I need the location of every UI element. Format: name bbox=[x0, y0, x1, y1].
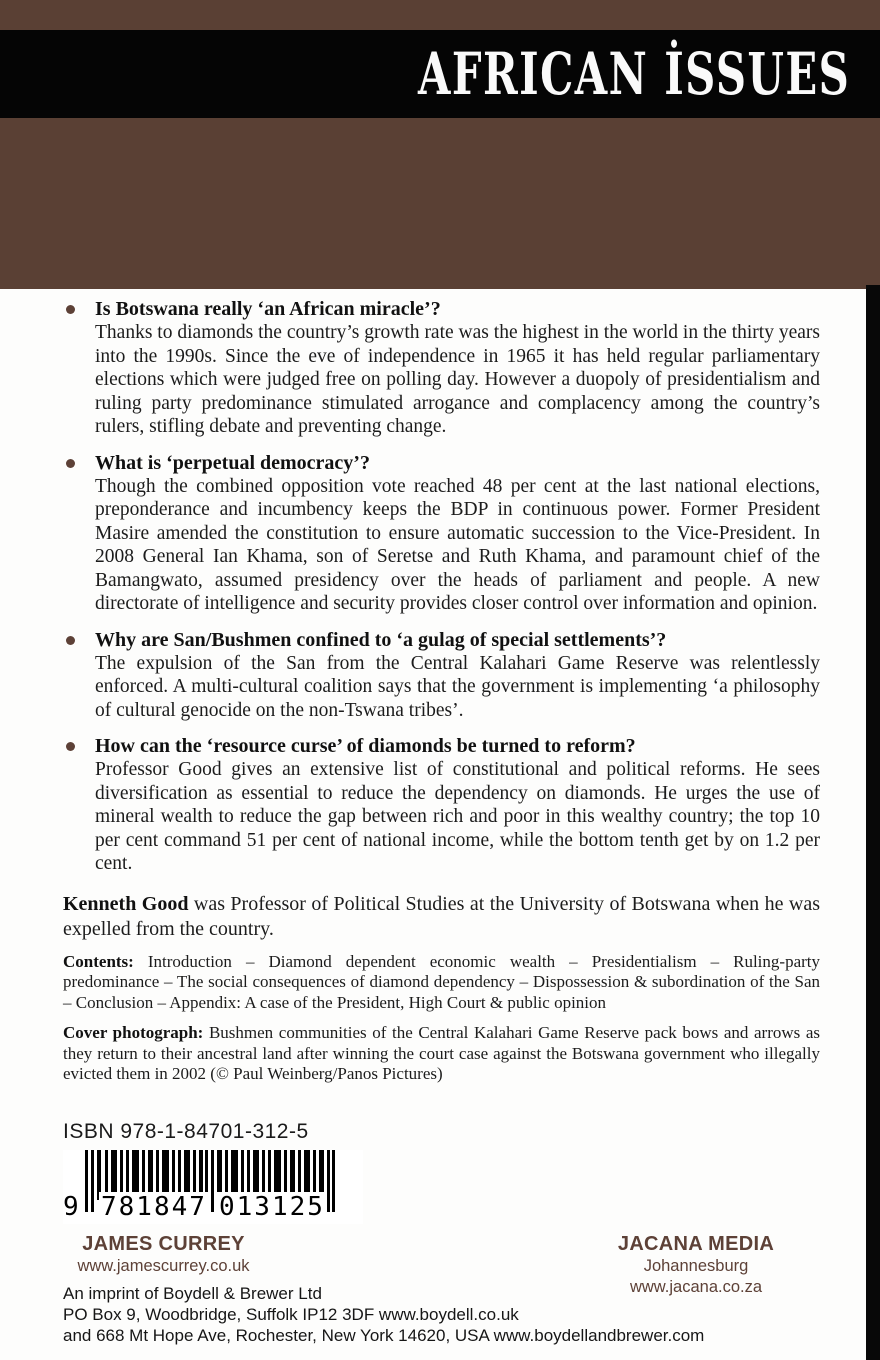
contents-label: Contents: bbox=[63, 951, 134, 971]
author-note-text: was Professor of Political Studies at the University of Botswana when he was expelled from the country. bbox=[63, 892, 820, 940]
bullet-icon bbox=[66, 305, 75, 314]
imprint-line: and 668 Mt Hope Ave, Rochester, New York 14620, USA www.boydellandbrewer.com bbox=[63, 1326, 705, 1345]
bullet-heading: Why are San/Bushmen confined to ‘a gulag of special settlements’? bbox=[95, 628, 667, 651]
cover-photo-label: Cover photograph: bbox=[63, 1023, 204, 1042]
bullet-heading: How can the ‘resource curse’ of diamonds be turned to reform? bbox=[95, 735, 636, 757]
contents-text: Introduction – Diamond dependent economic wealth – Presidentialism – Ruling-party predominance – The social consequences of diamond dependency – Dispossession & subordination of the San – Conclusion – Appendix: A case of the President, High Court & public opinion bbox=[63, 951, 820, 1012]
bullet-item-resource-curse bbox=[63, 734, 820, 876]
blurb-content bbox=[63, 297, 820, 1085]
publisher-name: JAMES CURREY bbox=[82, 1233, 245, 1255]
bullet-item-democracy bbox=[63, 451, 820, 616]
series-logo: AFRICAN İSSUES bbox=[417, 40, 850, 108]
bullet-icon bbox=[66, 459, 75, 468]
bullet-body: Thanks to diamonds the country’s growth rate was the highest in the world in the thirty years into the 1990s. Since the eve of independence in 1965 it has held regular parliamentary elections which were judged free on polling day. However a duopoly of presidentialism and ruling party predominance stimulated arrogance and complacency among the country’s rulers, stifling debate and preventing change. bbox=[95, 322, 820, 437]
top-brown-band bbox=[0, 0, 880, 30]
series-logo-bar bbox=[0, 30, 880, 118]
imprint-line: An imprint of Boydell & Brewer Ltd bbox=[63, 1284, 322, 1303]
publisher-url: www.jacana.co.za bbox=[629, 1278, 763, 1296]
bullet-body: The expulsion of the San from the Central Kalahari Game Reserve was relentlessly enforced. A multi-cultural coalition says that the government is implementing ‘a philosophy of cultural genocide on the non-Tswana tribes’. bbox=[95, 652, 820, 721]
bullet-heading: What is ‘perpetual democracy’? bbox=[95, 451, 370, 474]
barcode-digit-group: 781847 bbox=[101, 1192, 207, 1222]
author-note bbox=[63, 892, 820, 942]
bullet-icon bbox=[66, 742, 75, 751]
barcode bbox=[63, 1150, 363, 1224]
bullet-item-miracle bbox=[63, 297, 820, 439]
publisher-james-currey bbox=[56, 1232, 271, 1277]
publisher-city: Johannesburg bbox=[643, 1257, 749, 1275]
cover-photo-credit bbox=[63, 1023, 820, 1085]
author-name: Kenneth Good bbox=[63, 892, 189, 915]
barcode-digit-group: 013125 bbox=[219, 1192, 325, 1222]
imprint-line: PO Box 9, Woodbridge, Suffolk IP12 3DF www.boydell.co.uk bbox=[63, 1305, 519, 1324]
imprint-block bbox=[63, 1283, 704, 1346]
barcode-digit-group: 9 bbox=[63, 1192, 81, 1222]
bullet-item-san bbox=[63, 628, 820, 723]
bullet-heading: Is Botswana really ‘an African miracle’? bbox=[95, 298, 441, 320]
cover-photo-text: Bushmen communities of the Central Kalahari Game Reserve pack bows and arrows as they return to their ancestral land after winning the court case against the Botswana government who illegally evicted them in 2002 (© Paul Weinberg/Panos Pictures) bbox=[63, 1023, 821, 1083]
bullet-icon bbox=[66, 636, 75, 645]
main-brown-band bbox=[0, 118, 880, 289]
spine-strip bbox=[866, 285, 880, 1360]
bullet-body: Though the combined opposition vote reached 48 per cent at the last national elections, preponderance and incumbency keeps the BDP in continuous power. Former President Masire amended the constitution to ensure automatic succession to the Vice-President. In 2008 General Ian Khama, son of Seretse and Ruth Khama, and paramount chief of the Bamangwato, assumed presidency over the heads of parliament and people. A new directorate of intelligence and security provides closer control over information and opinion. bbox=[95, 475, 820, 614]
publisher-url: www.jamescurrey.co.uk bbox=[77, 1257, 250, 1275]
bullet-body: Professor Good gives an extensive list of constitutional and political reforms. He sees diversification as essential to reduce the dependency on diamonds. He urges the use of mineral wealth to reduce the gap between rich and poor in this wealthy country; the top 10 per cent command 51 per cent of national income, while the bottom tenth get by on 1.2 per cent. bbox=[95, 759, 820, 874]
contents-note bbox=[63, 952, 820, 1014]
publisher-name: JACANA MEDIA bbox=[617, 1233, 775, 1255]
isbn-label: ISBN 978-1-84701-312-5 bbox=[63, 1120, 309, 1143]
